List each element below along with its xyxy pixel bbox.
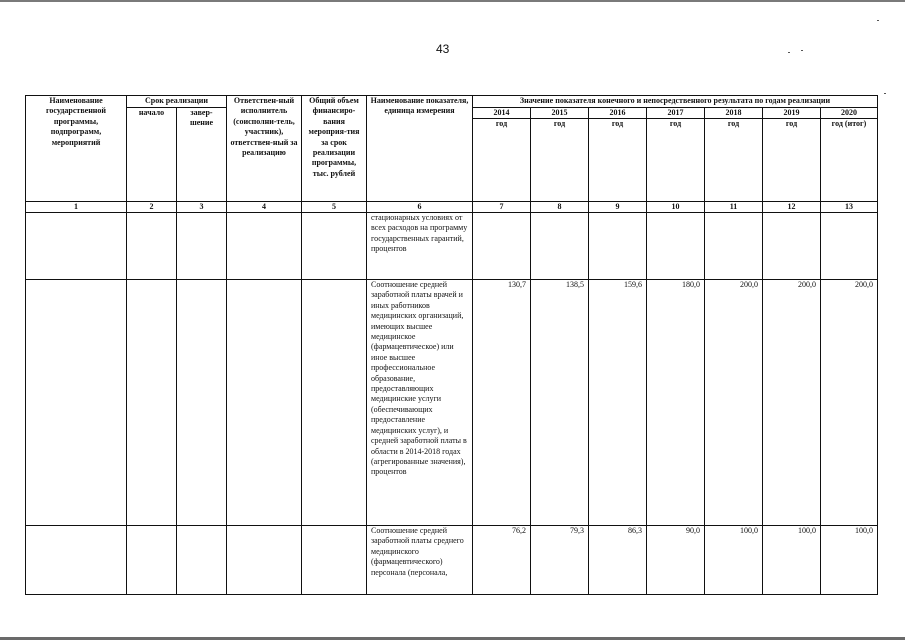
header-year-2018: 2018 год — [705, 108, 763, 202]
value-cell: 130,7 — [473, 280, 531, 526]
end-cell — [177, 280, 227, 526]
program-cell — [26, 280, 127, 526]
value-cell: 100,0 — [763, 526, 821, 595]
start-cell — [127, 280, 177, 526]
header-year-2016: 2016 год — [589, 108, 647, 202]
indicator-cell: Соотношение средней заработной платы врачей и иных работников медицинских организаций, имеющих высшее медицинское (фармацевтическое) или иное высшее профессиональное образование, предоставляющих медицинские услуги (обеспечивающих предоставление медицинских услуг), и средней заработной платы в области в 2014-2018 годах (агрегированные значения), процентов — [367, 280, 473, 526]
scan-speck — [877, 20, 879, 21]
program-cell — [26, 213, 127, 280]
value-cell: 138,5 — [531, 280, 589, 526]
indicators-table — [25, 95, 878, 595]
header-indicator: Наименование показателя, единица измерения — [367, 96, 473, 202]
end-cell — [177, 526, 227, 595]
header-funding: Общий объем финансиро-вания мероприя-тия за срок реализации программы, тыс. рублей — [302, 96, 367, 202]
header-executor: Ответствен-ный исполнитель (соисполни-тель, участник), ответствен-ный за реализацию — [227, 96, 302, 202]
value-cell: 180,0 — [647, 280, 705, 526]
page-number: 43 — [436, 42, 450, 56]
header-values-group: Значение показателя конечного и непосредственного результата по годам реализации — [473, 96, 878, 108]
value-cell: 76,2 — [473, 526, 531, 595]
header-period: Срок реализации — [127, 96, 227, 108]
value-cell: 90,0 — [647, 526, 705, 595]
header-year-2014: 2014 год — [473, 108, 531, 202]
column-number-row — [26, 202, 878, 213]
column-number: 3 — [177, 202, 227, 213]
funding-cell — [302, 526, 367, 595]
table-row — [26, 526, 878, 595]
value-cell: 79,3 — [531, 526, 589, 595]
scan-speck — [801, 50, 803, 51]
column-number: 1 — [26, 202, 127, 213]
header-year-2017: 2017 год — [647, 108, 705, 202]
value-cell — [647, 213, 705, 280]
header-year-2015: 2015 год — [531, 108, 589, 202]
value-cell — [763, 213, 821, 280]
column-number: 7 — [473, 202, 531, 213]
value-cell: 86,3 — [589, 526, 647, 595]
value-cell — [531, 213, 589, 280]
value-cell: 200,0 — [821, 280, 878, 526]
column-number: 11 — [705, 202, 763, 213]
header-year-2019: 2019 год — [763, 108, 821, 202]
indicator-cell: Соотношение средней заработной платы среднего медицинского (фармацевтического) персонала (персонала, — [367, 526, 473, 595]
column-number: 2 — [127, 202, 177, 213]
value-cell: 100,0 — [821, 526, 878, 595]
indicator-cell: стационарных условиях от всех расходов на программу государственных гарантий, процентов — [367, 213, 473, 280]
column-number: 6 — [367, 202, 473, 213]
value-cell: 200,0 — [705, 280, 763, 526]
value-cell: 100,0 — [705, 526, 763, 595]
column-number: 10 — [647, 202, 705, 213]
end-cell — [177, 213, 227, 280]
value-cell: 159,6 — [589, 280, 647, 526]
column-number: 8 — [531, 202, 589, 213]
table-row — [26, 280, 878, 526]
funding-cell — [302, 280, 367, 526]
scan-speck — [884, 93, 886, 94]
executor-cell — [227, 280, 302, 526]
column-number: 4 — [227, 202, 302, 213]
column-number: 5 — [302, 202, 367, 213]
column-number: 13 — [821, 202, 878, 213]
value-cell: 200,0 — [763, 280, 821, 526]
scan-top-edge — [0, 0, 905, 2]
value-cell — [705, 213, 763, 280]
header-year-2020: 2020 год (итог) — [821, 108, 878, 202]
funding-cell — [302, 213, 367, 280]
program-cell — [26, 526, 127, 595]
executor-cell — [227, 526, 302, 595]
value-cell — [589, 213, 647, 280]
column-number: 12 — [763, 202, 821, 213]
start-cell — [127, 213, 177, 280]
table-row — [26, 213, 878, 280]
header-period-start: начало — [127, 108, 177, 202]
start-cell — [127, 526, 177, 595]
header-period-end: завер-шение — [177, 108, 227, 202]
header-program: Наименование государственной программы, подпрограмм, мероприятий — [26, 96, 127, 202]
value-cell — [821, 213, 878, 280]
column-number: 9 — [589, 202, 647, 213]
executor-cell — [227, 213, 302, 280]
scan-speck — [788, 52, 790, 53]
value-cell — [473, 213, 531, 280]
